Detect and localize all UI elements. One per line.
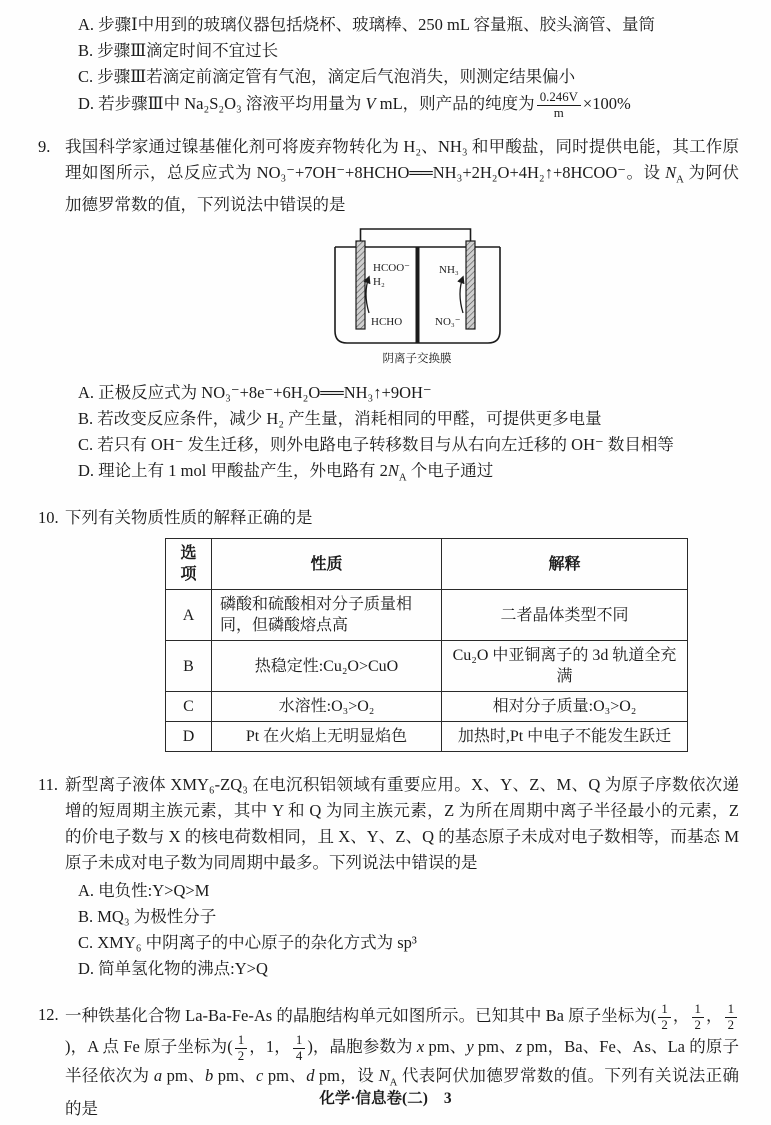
cell-diagram-wrap: [315, 221, 739, 377]
cell-property-d: Pt 在火焰上无明显焰色: [212, 722, 442, 752]
left-reaction-arrow: [366, 277, 369, 313]
cell-option-b: B: [166, 641, 212, 692]
cell-explanation-d: 加热时,Pt 中电子不能发生跃迁: [442, 722, 688, 752]
cell-explanation-c: 相对分子质量:O₃>O₂: [442, 692, 688, 722]
question-9: [38, 134, 739, 491]
q8-option-d: D. 若步骤Ⅲ中 Na₂S₂O₃ 溶液平均用量为 V mL，则产品的纯度为 $\frac{0.246V}{m}$ ×100%: [78, 90, 631, 120]
left-reactant-label: HCHO: [371, 315, 403, 328]
q9-option-b: B. 若改变反应条件，减少 H₂ 产生量，消耗相同的甲醛，可提供更多电量: [78, 408, 602, 428]
q11-options: [78, 878, 739, 982]
table-row-d: [166, 722, 688, 752]
anion-membrane-label: 阴离子交换膜: [382, 352, 452, 365]
footer-page-number: 3: [443, 1090, 452, 1107]
question-11: [38, 772, 739, 982]
cell-option-d: D: [166, 722, 212, 752]
cell-property-c: 水溶性:O₃>O₂: [212, 692, 442, 722]
cell-explanation-b: Cu₂O 中亚铜离子的 3d 轨道全充满: [442, 641, 688, 692]
question-10: [38, 505, 739, 754]
table-row-b: [166, 641, 688, 692]
left-product-formate-label: HCOO⁻: [373, 261, 410, 274]
table-header-row: [166, 539, 688, 590]
cell-property-a: 磷酸和硫酸相对分子质量相同，但磷酸熔点高: [212, 590, 442, 641]
cell-option-c: C: [166, 692, 212, 722]
q11-option-d: D. 简单氢化物的沸点:Y>Q: [78, 959, 268, 979]
right-product-label: NH₃: [439, 263, 459, 276]
cell-explanation-a: 二者晶体类型不同: [442, 590, 688, 641]
left-product-hydrogen-label: H₂: [373, 275, 385, 288]
q8-option-a: A. 步骤Ⅰ中用到的玻璃仪器包括烧杯、玻璃棒、250 mL 容量瓶、胶头滴管、量筒: [78, 15, 655, 34]
question-11-number: 11.: [38, 775, 59, 795]
cell-property-b: 热稳定性:Cu₂O>CuO: [212, 641, 442, 692]
col-header-explanation: 解释: [442, 539, 688, 590]
q10-table: [165, 538, 688, 752]
col-header-option: 选项: [166, 539, 212, 590]
page-footer: [0, 1086, 771, 1112]
q11-option-b: B. MQ₃ 为极性分子: [78, 907, 217, 927]
question-10-number: 10.: [38, 508, 59, 528]
q11-option-c: C. XMY₆ 中阴离子的中心原子的杂化方式为 sp³: [78, 933, 417, 953]
q8-options: [38, 12, 739, 121]
q9-option-d: D. 理论上有 1 mol 甲酸盐产生，外电路有 $2N_A$ 个电子通过: [78, 460, 494, 484]
question-11-text: 新型离子液体 XMY₆-ZQ₃ 在电沉积铝领域有重要应用。X、Y、Z、M、Q 为原子序数依次递增的短周期主族元素，其中 Y 和 Q 为同主族元素，Z 为所在周期中离子半径最小的元素，Z 的价电子数与 X 的核电荷数相同，且 X、Y、Z、Q 的基态原子未成对电子数相等，而基态 M 原子未成对电子数为同周期中最多。下列说法中错误的是: [65, 775, 739, 873]
q9-options: [78, 380, 739, 490]
question-9-text: 我国科学家通过镍基催化剂可将废弃物转化为 H₂、NH₃ 和甲酸盐，同时提供电能，其工作原理如图所示，总反应式为 NO₃⁻+7OH⁻+8HCHO══NH₃+2H₂O+4H₂↑+8HCOO⁻。设 $N_A$ 为阿伏加德罗常数的值，下列说法中错误的是: [65, 136, 740, 214]
table-row-c: [166, 692, 688, 722]
question-12-number: 12.: [38, 1005, 59, 1025]
col-header-property: 性质: [212, 539, 442, 590]
cell-option-a: A: [166, 590, 212, 641]
q8-option-c: C. 步骤Ⅲ若滴定前滴定管有气泡，滴定后气泡消失，则测定结果偏小: [78, 67, 576, 86]
question-10-text: 下列有关物质性质的解释正确的是: [65, 508, 313, 528]
right-reaction-arrow: [460, 277, 463, 313]
q8-option-b: B. 步骤Ⅲ滴定时间不宜过长: [78, 41, 279, 60]
q9-option-a: A. 正极反应式为 NO₃⁻+8e⁻+6H₂O══NH₃↑+9OH⁻: [78, 382, 432, 402]
footer-title: 化学·信息卷(二): [319, 1090, 428, 1107]
external-wire: [361, 229, 471, 243]
cell-diagram: [315, 221, 520, 369]
table-row-a: [166, 590, 688, 641]
q9-option-c: C. 若只有 OH⁻ 发生迁移，则外电路电子转移数目与从右向左迁移的 OH⁻ 数目相等: [78, 434, 674, 454]
left-electrode: [356, 241, 365, 329]
right-reactant-label: NO₃⁻: [435, 315, 461, 328]
q11-option-a: A. 电负性:Y>Q>M: [78, 881, 210, 901]
question-9-number: 9.: [38, 136, 51, 156]
right-electrode: [466, 241, 475, 329]
question-12-text: 一种铁基化合物 La-Ba-Fe-As 的晶胞结构单元如图所示。已知其中 Ba 原子坐标为( $\frac{1}{2}$ ， $\frac{1}{2}$ ， $\frac{1}{2}$ )，A 点 Fe 原子坐标为( $\frac{1}{2}$ ，1， $\frac{1}{4}$ )，晶胞参数为 x pm、y pm、z pm，Ba、Fe、As、La 的原子半径依次为 a pm、b pm、c pm、d pm，设 $N_A$ 代表阿伏加德罗常数的值。下列有关说法正确的是: [65, 1002, 739, 1118]
